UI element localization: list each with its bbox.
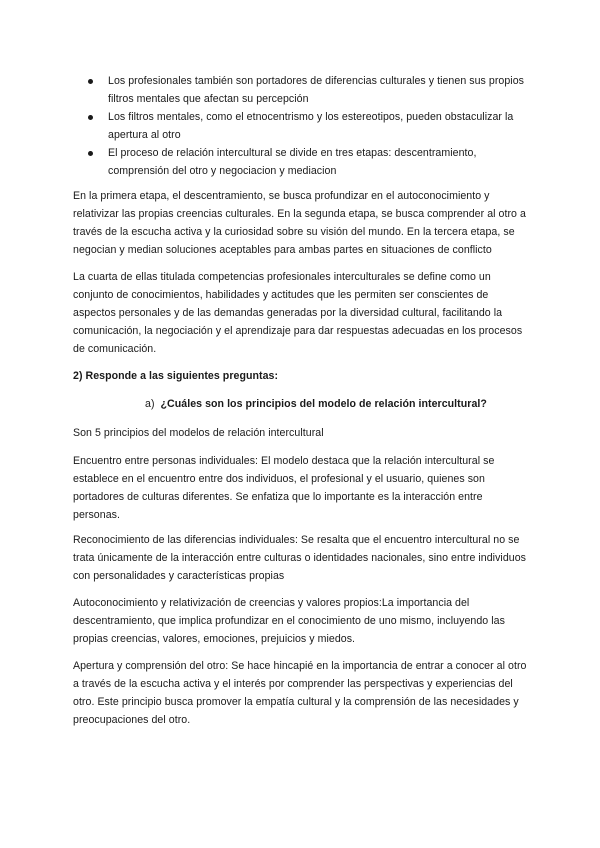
bullet-list: [88, 72, 528, 180]
bullet-text: El proceso de relación intercultural se divide en tres etapas: descentramiento, comprensión del otro y negociacion y mediacion: [108, 147, 477, 177]
sub-question-letter: a): [145, 398, 155, 410]
paragraph-principio-1: Encuentro entre personas individuales: El modelo destaca que la relación intercultural se establece en el encuentro entre dos individuos, el profesional y el usuario, quienes son portadores de culturas diferentes. Se enfatiza que lo importante es la interacción entre personas.: [73, 455, 495, 521]
question-heading: 2) Responde a las siguientes preguntas:: [73, 370, 279, 382]
bullet-text: Los filtros mentales, como el etnocentrismo y los estereotipos, pueden obstaculizar la apertura al otro: [108, 111, 514, 141]
paragraph-principio-2: Reconocimiento de las diferencias individuales: Se resalta que el encuentro intercultural no se trata únicamente de la interacción entre culturas o identidades nacionales, sino entre individuos con personalidades y características propias: [73, 534, 527, 582]
bullet-text: Los profesionales también son portadores de diferencias culturales y tienen sus propios filtros mentales que afectan su percepción: [108, 75, 524, 105]
paragraph-etapas: En la primera etapa, el descentramiento, se busca profundizar en el autoconocimiento y relativizar las propias creencias culturales. En la segunda etapa, se busca comprender al otro a través de la escucha activa y la curiosidad sobre su visión del mundo. En la tercera etapa, se negocian y median soluciones aceptables para ambas partes en situaciones de conflicto: [73, 190, 526, 256]
paragraph-principio-4: Apertura y comprensión del otro: Se hace hincapié en la importancia de entrar a conocer al otro a través de la escucha activa y el interés por comprender las perspectivas y experiencias del otro. Este principio busca promover la empatía cultural y la comprensión de las necesidades y preocupaciones del otro.: [73, 660, 527, 726]
paragraph-intro: Son 5 principios del modelos de relación intercultural: [73, 427, 324, 439]
sub-question-text: ¿Cuáles son los principios del modelo de relación intercultural?: [160, 398, 487, 410]
paragraph-cuarta: La cuarta de ellas titulada competencias profesionales interculturales se define como un conjunto de conocimientos, habilidades y actitudes que les permiten ser conscientes de aspectos personales y de las demandas generadas por la diversidad cultural, facilitando la comunicación, la negociación y el aprendizaje para dar respuestas adecuadas en los procesos de comunicación.: [73, 271, 523, 355]
bullet-item: [88, 72, 528, 108]
bullet-item: [88, 144, 528, 180]
sub-question: [145, 395, 545, 413]
bullet-dot-icon: [88, 115, 93, 120]
paragraph-principio-3: Autoconocimiento y relativización de creencias y valores propios:La importancia del descentramiento, que implica profundizar en el conocimiento de uno mismo, incluyendo las propias creencias, valores, emociones, prejuicios y miedos.: [73, 597, 505, 645]
bullet-dot-icon: [88, 79, 93, 84]
bullet-item: [88, 108, 528, 144]
bullet-dot-icon: [88, 151, 93, 156]
